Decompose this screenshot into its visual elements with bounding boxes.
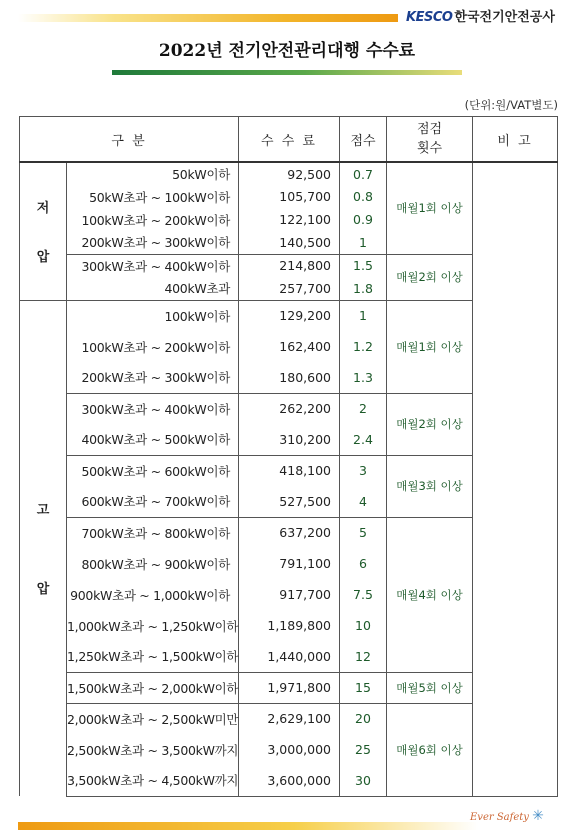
capacity-range: 1,500kW초과 ~ 2,000kW이하 (67, 672, 239, 703)
inspection-frequency: 매월3회 이상 (387, 455, 473, 517)
capacity-range: 1,250kW초과 ~ 1,500kW이하 (67, 641, 239, 672)
score-value: 12 (340, 641, 387, 672)
capacity-range: 100kW초과 ~ 200kW이하 (67, 331, 239, 362)
capacity-range: 500kW초과 ~ 600kW이하 (67, 455, 239, 486)
capacity-range: 200kW초과 ~ 300kW이하 (67, 231, 239, 254)
fee-value: 791,100 (239, 548, 340, 579)
score-value: 1.8 (340, 277, 387, 300)
score-value: 0.8 (340, 185, 387, 208)
header-category: 구 분 (20, 117, 239, 163)
score-value: 5 (340, 517, 387, 548)
score-value: 10 (340, 610, 387, 641)
inspection-frequency: 매월4회 이상 (387, 517, 473, 672)
header-score: 점수 (340, 117, 387, 163)
fee-value: 418,100 (239, 455, 340, 486)
score-value: 0.9 (340, 208, 387, 231)
bottom-accent-bar (18, 822, 478, 830)
fee-value: 214,800 (239, 254, 340, 277)
score-value: 20 (340, 703, 387, 734)
capacity-range: 200kW초과 ~ 300kW이하 (67, 362, 239, 393)
header-count-line2: 횟수 (416, 141, 443, 156)
header-inspection-count (387, 117, 473, 163)
score-value: 1.3 (340, 362, 387, 393)
capacity-range: 50kW이하 (67, 162, 239, 185)
high-voltage-char1: 고 (36, 503, 50, 519)
capacity-range: 400kW초과 ~ 500kW이하 (67, 424, 239, 455)
category-low-voltage (20, 162, 67, 300)
fee-value: 527,500 (239, 486, 340, 517)
fee-table (19, 116, 558, 797)
score-value: 7.5 (340, 579, 387, 610)
capacity-range: 3,500kW초과 ~ 4,500kW까지 (67, 765, 239, 796)
capacity-range: 300kW초과 ~ 400kW이하 (67, 393, 239, 424)
capacity-range: 300kW초과 ~ 400kW이하 (67, 254, 239, 277)
fee-value: 3,000,000 (239, 734, 340, 765)
capacity-range: 700kW초과 ~ 800kW이하 (67, 517, 239, 548)
kesco-logo (406, 6, 555, 25)
ever-safety-brand (470, 808, 544, 824)
header-count-line1: 점검 (416, 122, 443, 137)
inspection-frequency: 매월2회 이상 (387, 254, 473, 300)
capacity-range: 2,500kW초과 ~ 3,500kW까지 (67, 734, 239, 765)
fee-value: 162,400 (239, 331, 340, 362)
category-high-voltage (20, 300, 67, 796)
score-value: 1 (340, 231, 387, 254)
high-voltage-char2: 압 (36, 582, 50, 598)
page-title: 2022년 전기안전관리대행 수수료 (158, 41, 416, 61)
capacity-range: 50kW초과 ~ 100kW이하 (67, 185, 239, 208)
score-value: 1.5 (340, 254, 387, 277)
unit-note: (단위:원/VAT별도) (464, 98, 558, 112)
capacity-range: 400kW초과 (67, 277, 239, 300)
fee-value: 2,629,100 (239, 703, 340, 734)
capacity-range: 900kW초과 ~ 1,000kW이하 (67, 579, 239, 610)
fee-value: 180,600 (239, 362, 340, 393)
inspection-frequency: 매월1회 이상 (387, 162, 473, 254)
fee-value: 310,200 (239, 424, 340, 455)
capacity-range: 600kW초과 ~ 700kW이하 (67, 486, 239, 517)
top-accent-bar (18, 14, 398, 22)
capacity-range: 100kW이하 (67, 300, 239, 331)
fee-value: 1,440,000 (239, 641, 340, 672)
inspection-frequency: 매월2회 이상 (387, 393, 473, 455)
header-fee: 수 수 료 (239, 117, 340, 163)
score-value: 25 (340, 734, 387, 765)
note-cell (473, 162, 558, 796)
fee-value: 917,700 (239, 579, 340, 610)
score-value: 30 (340, 765, 387, 796)
fee-value: 129,200 (239, 300, 340, 331)
fee-value: 262,200 (239, 393, 340, 424)
inspection-frequency: 매월6회 이상 (387, 703, 473, 796)
inspection-frequency: 매월5회 이상 (387, 672, 473, 703)
fee-value: 257,700 (239, 277, 340, 300)
org-name: 한국전기안전공사 (454, 10, 555, 25)
table-header-row (20, 117, 558, 163)
capacity-range: 2,000kW초과 ~ 2,500kW미만 (67, 703, 239, 734)
fee-value: 92,500 (239, 162, 340, 185)
low-voltage-char2: 압 (36, 250, 50, 266)
inspection-frequency: 매월1회 이상 (387, 300, 473, 393)
score-value: 3 (340, 455, 387, 486)
score-value: 1.2 (340, 331, 387, 362)
brand-text: Ever Safety (470, 812, 529, 823)
fee-value: 637,200 (239, 517, 340, 548)
fee-value: 140,500 (239, 231, 340, 254)
score-value: 6 (340, 548, 387, 579)
fee-value: 122,100 (239, 208, 340, 231)
score-value: 4 (340, 486, 387, 517)
capacity-range: 100kW초과 ~ 200kW이하 (67, 208, 239, 231)
score-value: 0.7 (340, 162, 387, 185)
fee-value: 1,971,800 (239, 672, 340, 703)
capacity-range: 800kW초과 ~ 900kW이하 (67, 548, 239, 579)
low-voltage-char1: 저 (36, 201, 50, 217)
fee-value: 3,600,000 (239, 765, 340, 796)
score-value: 15 (340, 672, 387, 703)
logo-mark: KESCO (406, 10, 453, 25)
fee-value: 105,700 (239, 185, 340, 208)
title-underline (112, 70, 462, 75)
header-note: 비 고 (473, 117, 558, 163)
capacity-range: 1,000kW초과 ~ 1,250kW이하 (67, 610, 239, 641)
table-row (20, 162, 558, 185)
score-value: 2.4 (340, 424, 387, 455)
score-value: 2 (340, 393, 387, 424)
star-icon: ✳ (532, 808, 544, 824)
fee-value: 1,189,800 (239, 610, 340, 641)
score-value: 1 (340, 300, 387, 331)
